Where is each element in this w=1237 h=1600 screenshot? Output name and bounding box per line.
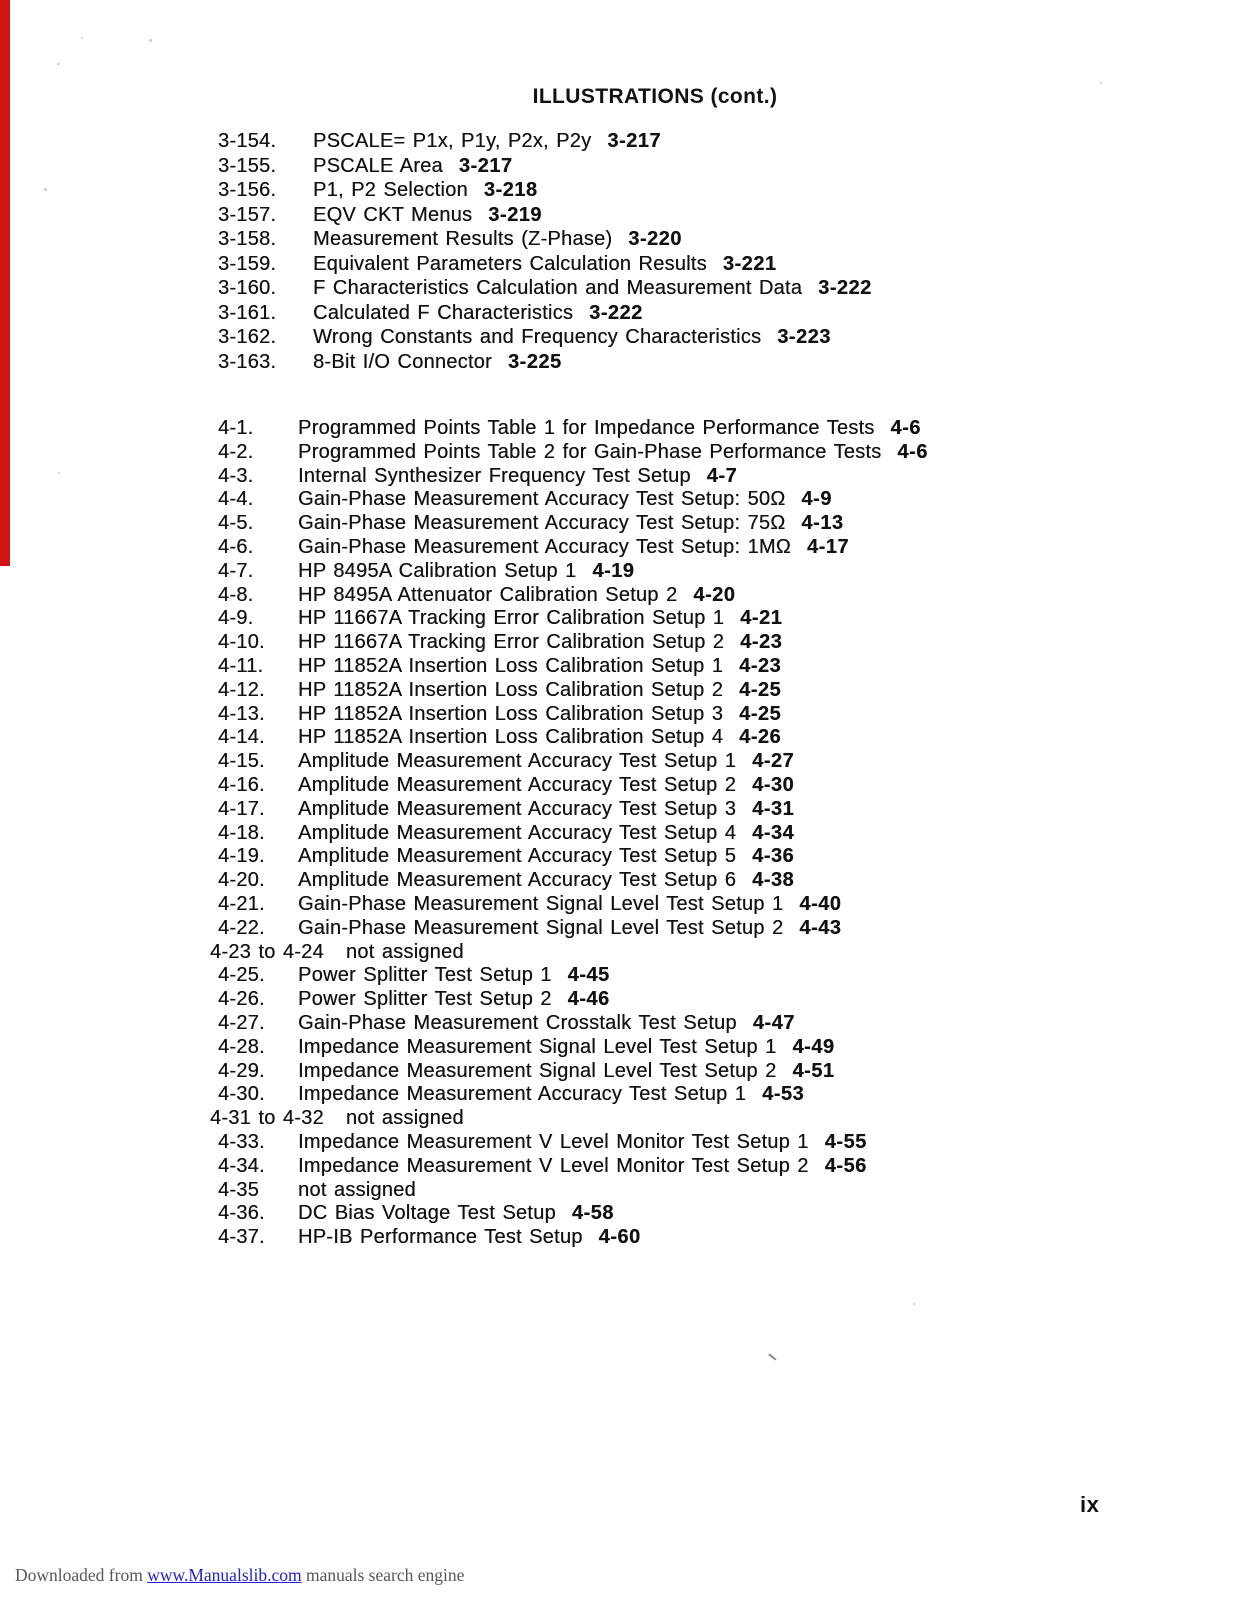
toc-entry: [218, 253, 872, 278]
figure-number: 4-20.: [218, 869, 265, 892]
figure-number: 3-162.: [218, 326, 277, 348]
figure-number: 4-6.: [218, 535, 254, 558]
figure-title: HP-IB Performance Test Setup: [298, 1226, 583, 1249]
figure-page-number: 4-23: [740, 631, 783, 654]
figure-title: HP 11852A Insertion Loss Calibration Setup 1: [298, 654, 724, 677]
figure-number: 4-22.: [218, 916, 265, 939]
toc-entry: [218, 465, 928, 489]
figure-number: 4-1.: [218, 417, 254, 439]
toc-entry: [218, 1060, 928, 1084]
figure-title: Programmed Points Table 2 for Gain-Phase Performance Tests: [298, 440, 882, 463]
figure-title: HP 11667A Tracking Error Calibration Setup 2: [298, 631, 725, 654]
figure-number: 3-155.: [218, 154, 277, 177]
figure-title: Power Splitter Test Setup 1: [298, 964, 552, 987]
figure-number: 4-14.: [218, 726, 265, 749]
toc-entry: [218, 774, 928, 798]
toc-entry: [218, 1179, 928, 1203]
toc-entry: [218, 277, 872, 302]
figure-page-number: 4-56: [824, 1154, 867, 1177]
toc-entry: [218, 488, 928, 512]
figure-number: 4-19.: [218, 845, 265, 868]
figure-number: 4-27.: [218, 1011, 265, 1034]
figure-page-number: 4-27: [752, 750, 795, 773]
page-number: ix: [1080, 1492, 1100, 1517]
toc-entry: [218, 703, 928, 727]
figure-number: 3-163.: [218, 350, 277, 373]
toc-entry: [218, 1202, 928, 1226]
toc-entry: [218, 631, 928, 655]
toc-entry: [218, 1083, 928, 1107]
toc-entry: [218, 726, 928, 750]
figure-title: Measurement Results (Z-Phase): [313, 228, 613, 250]
figure-page-number: 4-25: [739, 678, 782, 701]
figure-page-number: 4-23: [739, 654, 782, 677]
figure-title: Equivalent Parameters Calculation Results: [313, 252, 707, 275]
figure-page-number: 3-218: [483, 179, 538, 201]
figure-number: 4-17.: [218, 797, 265, 820]
figure-title: Gain-Phase Measurement Signal Level Test Setup 1: [298, 892, 784, 915]
figure-title: HP 8495A Attenuator Calibration Setup 2: [298, 583, 678, 606]
figure-page-number: 4-60: [598, 1226, 641, 1249]
toc-entry: [218, 179, 872, 204]
figure-title: Wrong Constants and Frequency Characteristics: [313, 326, 762, 348]
figure-number: 4-16.: [218, 773, 265, 796]
figure-page-number: 3-222: [589, 301, 643, 324]
figure-title: HP 11852A Insertion Loss Calibration Setup 3: [298, 702, 724, 725]
figure-title: HP 11667A Tracking Error Calibration Setup 1: [298, 607, 725, 630]
figure-number: 4-37.: [218, 1226, 265, 1249]
figure-page-number: 4-7: [706, 464, 738, 487]
toc-entry: [210, 941, 928, 965]
figure-title: PSCALE= P1x, P1y, P2x, P2y: [313, 130, 592, 152]
figure-number: 3-157.: [218, 203, 277, 226]
figure-page-number: 4-13: [801, 512, 844, 535]
figure-title: EQV CKT Menus: [313, 203, 473, 226]
figure-number: 4-33.: [218, 1130, 265, 1153]
figure-title: Impedance Measurement V Level Monitor Test Setup 2: [298, 1154, 809, 1177]
figure-page-number: 4-47: [752, 1011, 795, 1034]
figure-number: 4-10.: [218, 631, 265, 654]
figure-number: 4-7.: [218, 559, 254, 582]
figure-title: not assigned: [298, 1178, 416, 1201]
figure-page-number: 4-58: [571, 1202, 614, 1225]
figure-number: 4-2.: [218, 440, 254, 463]
figure-number: 4-12.: [218, 678, 265, 701]
figure-title: Programmed Points Table 1 for Impedance Performance Tests: [298, 417, 875, 439]
figure-number: 4-5.: [218, 512, 254, 535]
figure-number: 4-8.: [218, 583, 254, 606]
figure-title: HP 8495A Calibration Setup 1: [298, 559, 577, 582]
figure-title: Gain-Phase Measurement Accuracy Test Setup: 50Ω: [298, 488, 786, 511]
figure-page-number: 3-225: [507, 350, 562, 373]
figure-title: Amplitude Measurement Accuracy Test Setup 1: [298, 750, 737, 773]
toc-entry: [218, 869, 928, 893]
figure-number: 4-21.: [218, 892, 265, 915]
toc-entry: [218, 1226, 928, 1250]
figure-page-number: 4-51: [792, 1059, 835, 1082]
figure-page-number: 4-38: [752, 869, 795, 892]
figure-number: 3-161.: [218, 301, 277, 324]
figure-title: Impedance Measurement V Level Monitor Test Setup 1: [298, 1130, 809, 1153]
figure-title: PSCALE Area: [313, 154, 443, 177]
toc-entry: [218, 302, 872, 327]
toc-entry: [218, 679, 928, 703]
figure-page-number: 4-30: [752, 773, 795, 796]
toc-entry: [218, 1155, 928, 1179]
figure-page-number: 4-45: [567, 964, 610, 987]
figure-page-number: 3-221: [722, 252, 777, 275]
toc-entry: [218, 228, 872, 253]
figure-number: 4-3.: [218, 464, 254, 487]
figure-number: 4-9.: [218, 607, 254, 630]
figure-number: 4-26.: [218, 988, 265, 1011]
figure-number: 3-158.: [218, 228, 277, 250]
figure-title: Gain-Phase Measurement Crosstalk Test Setup: [298, 1011, 737, 1034]
figure-page-number: 4-9: [801, 488, 832, 511]
figure-number: 4-36.: [218, 1202, 265, 1225]
figure-title: Amplitude Measurement Accuracy Test Setup 6: [298, 869, 737, 892]
figure-title: Calculated F Characteristics: [313, 301, 574, 324]
figure-page-number: 4-17: [806, 535, 849, 558]
figure-title: DC Bias Voltage Test Setup: [298, 1202, 556, 1225]
figure-title: Amplitude Measurement Accuracy Test Setup 4: [298, 821, 737, 844]
figure-page-number: 3-220: [628, 228, 682, 250]
figure-number: 4-29.: [218, 1059, 265, 1082]
footer-watermark: [15, 1565, 464, 1586]
toc-entry: [218, 798, 928, 822]
illustrations-list-chapter-3: [218, 130, 872, 375]
figure-title: P1, P2 Selection: [313, 179, 468, 201]
toc-entry: [218, 964, 928, 988]
toc-entry: [218, 155, 872, 180]
figure-page-number: 4-46: [567, 988, 610, 1011]
illustrations-list-chapter-4: [210, 417, 928, 1250]
figure-number: 4-11.: [218, 654, 264, 677]
figure-number: 4-30.: [218, 1083, 265, 1106]
figure-title: Impedance Measurement Signal Level Test Setup 1: [298, 1035, 777, 1058]
figure-page-number: 4-53: [762, 1083, 805, 1106]
toc-entry: [218, 750, 928, 774]
toc-entry: [218, 1036, 928, 1060]
scan-edge-red-strip: [0, 0, 10, 566]
figure-title: Gain-Phase Measurement Accuracy Test Setup: 75Ω: [298, 512, 786, 535]
toc-entry: [218, 988, 928, 1012]
toc-entry: [210, 1107, 928, 1131]
figure-number: 4-23 to 4-24: [210, 940, 324, 963]
figure-title: 8-Bit I/O Connector: [313, 350, 492, 373]
figure-number: 4-13.: [218, 702, 265, 725]
figure-page-number: 3-217: [607, 130, 662, 152]
toc-entry: [218, 351, 872, 376]
toc-entry: [218, 917, 928, 941]
toc-entry: [218, 584, 928, 608]
figure-title: Power Splitter Test Setup 2: [298, 988, 552, 1011]
toc-entry: [218, 607, 928, 631]
figure-title: Gain-Phase Measurement Signal Level Test Setup 2: [298, 916, 784, 939]
footer-suffix-text: manuals search engine: [301, 1565, 465, 1585]
figure-page-number: 4-55: [824, 1130, 867, 1153]
figure-number: 4-4.: [218, 488, 254, 511]
toc-entry: [218, 893, 928, 917]
figure-number: 3-154.: [218, 130, 277, 152]
figure-page-number: 4-25: [739, 702, 782, 725]
figure-number: 3-160.: [218, 277, 277, 299]
toc-entry: [218, 1012, 928, 1036]
scan-tick-mark: [768, 1353, 776, 1360]
figure-page-number: 4-31: [752, 797, 795, 820]
figure-title: Gain-Phase Measurement Accuracy Test Setup: 1MΩ: [298, 535, 791, 558]
figure-page-number: 4-6: [890, 417, 921, 439]
toc-entry: [218, 204, 872, 229]
figure-page-number: 4-43: [799, 916, 842, 939]
figure-number: 4-34.: [218, 1154, 265, 1177]
figure-number: 4-35: [218, 1178, 260, 1201]
figure-page-number: 3-222: [818, 277, 872, 299]
figure-number: 4-25.: [218, 964, 265, 987]
figure-page-number: 4-36: [752, 845, 795, 868]
page-title: ILLUSTRATIONS (cont.): [532, 85, 778, 108]
figure-number: 4-28.: [218, 1035, 265, 1058]
toc-entry: [218, 560, 928, 584]
toc-entry: [218, 536, 928, 560]
toc-entry: [218, 1131, 928, 1155]
figure-number: 4-15.: [218, 750, 265, 773]
figure-number: 3-159.: [218, 252, 277, 275]
toc-entry: [218, 822, 928, 846]
figure-title: Impedance Measurement Signal Level Test Setup 2: [298, 1059, 777, 1082]
toc-entry: [218, 441, 928, 465]
toc-entry: [218, 417, 928, 441]
figure-page-number: 3-217: [458, 154, 513, 177]
figure-page-number: 4-49: [792, 1035, 835, 1058]
figure-number: 4-18.: [218, 821, 265, 844]
manualslib-link[interactable]: www.Manualslib.com: [147, 1565, 302, 1585]
figure-title: Impedance Measurement Accuracy Test Setup 1: [298, 1083, 747, 1106]
figure-title: HP 11852A Insertion Loss Calibration Setup 2: [298, 678, 724, 701]
figure-page-number: 4-19: [592, 559, 635, 582]
figure-page-number: 3-223: [777, 326, 831, 348]
figure-page-number: 4-20: [693, 583, 736, 606]
figure-title: F Characteristics Calculation and Measurement Data: [313, 277, 803, 299]
figure-title: Amplitude Measurement Accuracy Test Setup 2: [298, 773, 737, 796]
figure-number: 3-156.: [218, 179, 277, 201]
figure-page-number: 4-21: [740, 607, 783, 630]
figure-page-number: 4-40: [799, 892, 842, 915]
figure-title: not assigned: [345, 940, 464, 963]
toc-entry: [218, 512, 928, 536]
toc-entry: [218, 130, 872, 155]
toc-entry: [218, 845, 928, 869]
figure-title: not assigned: [345, 1107, 464, 1130]
toc-entry: [218, 326, 872, 351]
figure-page-number: 4-6: [897, 440, 928, 463]
figure-title: Amplitude Measurement Accuracy Test Setup 5: [298, 845, 737, 868]
figure-page-number: 4-34: [752, 821, 795, 844]
figure-page-number: 4-26: [739, 726, 782, 749]
figure-title: Amplitude Measurement Accuracy Test Setup 3: [298, 797, 737, 820]
toc-entry: [218, 655, 928, 679]
figure-page-number: 3-219: [488, 203, 542, 226]
figure-title: HP 11852A Insertion Loss Calibration Setup 4: [298, 726, 724, 749]
figure-number: 4-31 to 4-32: [210, 1107, 324, 1130]
figure-title: Internal Synthesizer Frequency Test Setup: [298, 464, 691, 487]
footer-prefix-text: Downloaded from: [15, 1565, 148, 1585]
